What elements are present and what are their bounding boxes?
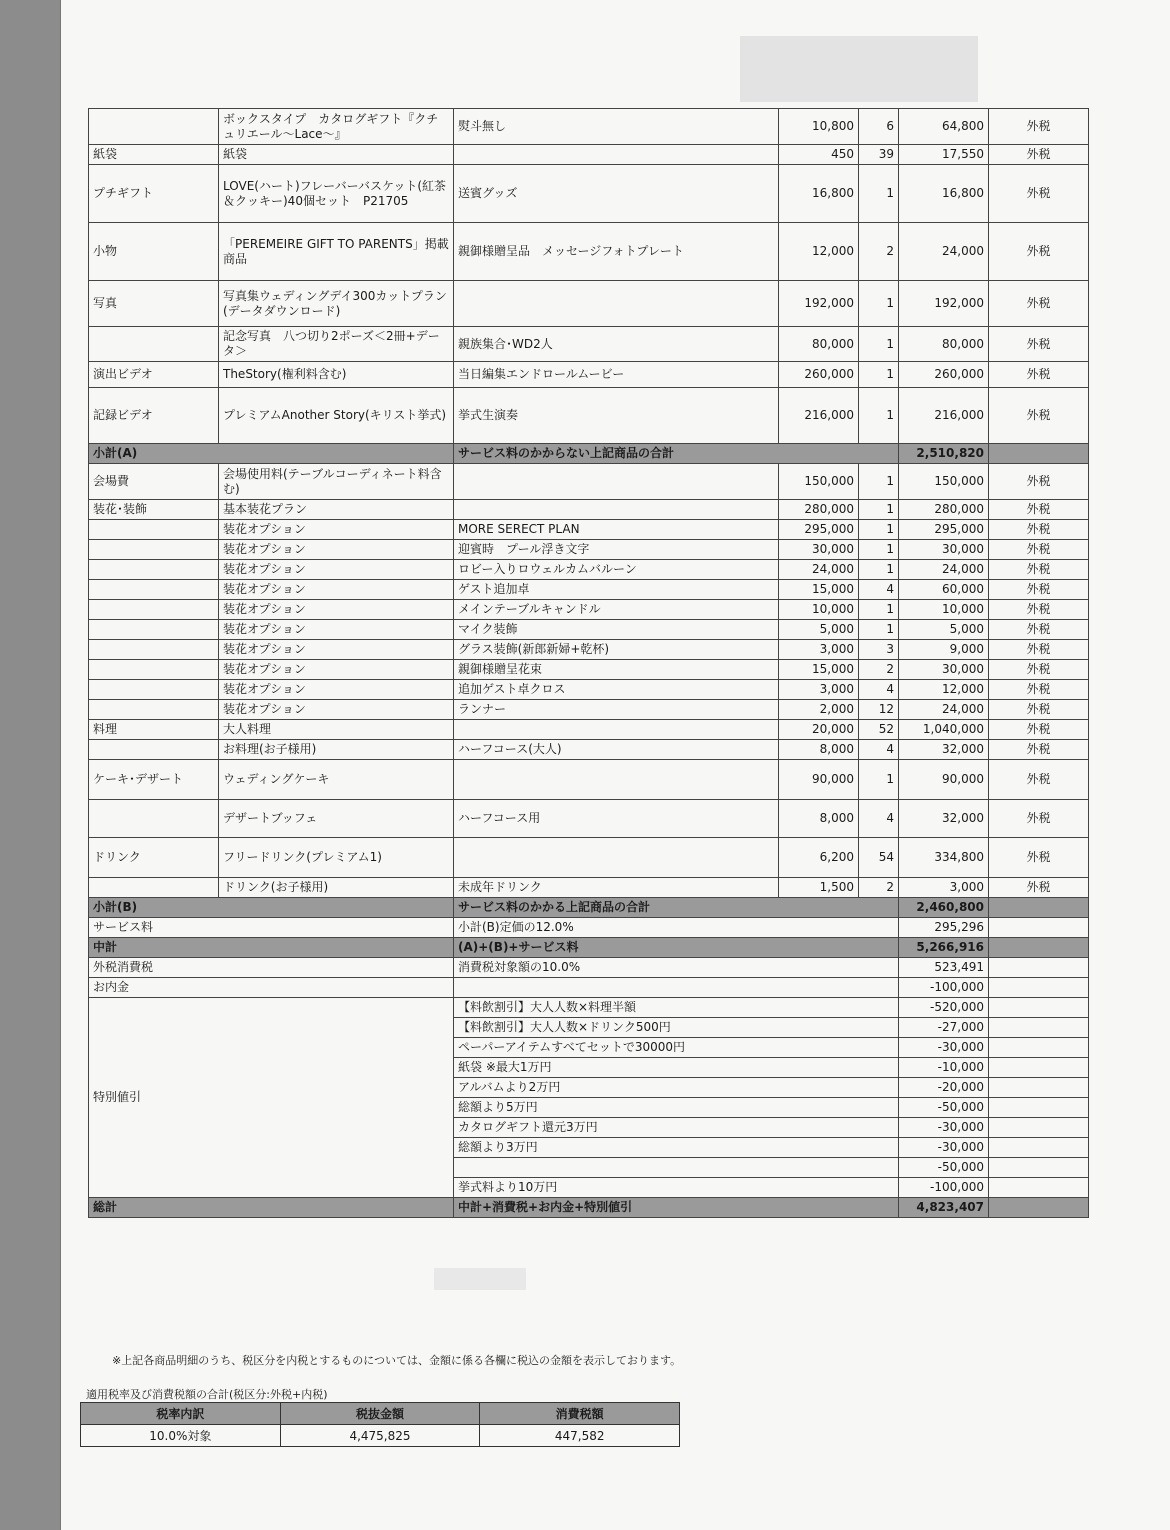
amount-cell: 30,000 — [899, 660, 989, 680]
item-name-cell: 装花オプション — [219, 580, 454, 600]
summary-amount: 5,266,916 — [899, 938, 989, 958]
item-note-cell — [454, 720, 779, 740]
blank-cell — [989, 1178, 1089, 1198]
unit-price-cell: 450 — [779, 145, 859, 165]
table-row — [89, 362, 1089, 388]
table-row — [89, 620, 1089, 640]
quantity-cell: 1 — [859, 165, 899, 223]
tax-type-cell: 外税 — [989, 165, 1089, 223]
item-name-cell: お料理(お子様用) — [219, 740, 454, 760]
item-note-cell: 親族集合･WD2人 — [454, 327, 779, 362]
total-label: 総計 — [89, 1198, 454, 1218]
discount-desc: アルバムより2万円 — [454, 1078, 899, 1098]
amount-cell: 260,000 — [899, 362, 989, 388]
item-note-cell: メインテーブルキャンドル — [454, 600, 779, 620]
item-note-cell — [454, 500, 779, 520]
category-cell: 装花･装飾 — [89, 500, 219, 520]
unit-price-cell: 15,000 — [779, 660, 859, 680]
quantity-cell: 3 — [859, 640, 899, 660]
item-name-cell: 写真集ウェディングデイ300カットプラン(データダウンロード) — [219, 281, 454, 327]
amount-cell: 16,800 — [899, 165, 989, 223]
item-name-cell: 大人料理 — [219, 720, 454, 740]
unit-price-cell: 216,000 — [779, 388, 859, 444]
tax-type-cell: 外税 — [989, 500, 1089, 520]
summary-desc: サービス料のかかる上記商品の合計 — [454, 898, 899, 918]
quantity-cell: 2 — [859, 660, 899, 680]
discount-row — [89, 998, 1089, 1018]
blank-cell — [989, 1018, 1089, 1038]
quantity-cell: 1 — [859, 540, 899, 560]
blank-cell — [989, 938, 1089, 958]
amount-cell: 10,000 — [899, 600, 989, 620]
amount-cell: 3,000 — [899, 878, 989, 898]
discount-desc: 【料飲割引】大人人数×料理半額 — [454, 998, 899, 1018]
quantity-cell: 4 — [859, 740, 899, 760]
unit-price-cell: 10,000 — [779, 600, 859, 620]
tax-type-cell: 外税 — [989, 464, 1089, 500]
summary-label: 中計 — [89, 938, 454, 958]
subtotal-desc: サービス料のかからない上記商品の合計 — [454, 444, 899, 464]
item-note-cell: 親御様贈呈花束 — [454, 660, 779, 680]
item-name-cell: 装花オプション — [219, 620, 454, 640]
tax-type-cell: 外税 — [989, 620, 1089, 640]
unit-price-cell: 2,000 — [779, 700, 859, 720]
summary-row — [89, 898, 1089, 918]
item-note-cell: 追加ゲスト卓クロス — [454, 680, 779, 700]
subtotal-a-row — [89, 444, 1089, 464]
item-note-cell — [454, 464, 779, 500]
amount-cell: 60,000 — [899, 580, 989, 600]
item-note-cell: ハーフコース用 — [454, 800, 779, 838]
item-note-cell — [454, 760, 779, 800]
tax-type-cell: 外税 — [989, 878, 1089, 898]
discount-desc: カタログギフト還元3万円 — [454, 1118, 899, 1138]
unit-price-cell: 192,000 — [779, 281, 859, 327]
amount-cell: 12,000 — [899, 680, 989, 700]
amount-cell: 24,000 — [899, 223, 989, 281]
summary-label: お内金 — [89, 978, 454, 998]
amount-cell: 280,000 — [899, 500, 989, 520]
item-name-cell: 基本装花プラン — [219, 500, 454, 520]
discount-amount: -10,000 — [899, 1058, 989, 1078]
category-cell — [89, 700, 219, 720]
category-cell: 写真 — [89, 281, 219, 327]
summary-label: 小計(B) — [89, 898, 454, 918]
table-row — [89, 500, 1089, 520]
summary-desc: 小計(B)定価の12.0% — [454, 918, 899, 938]
unit-price-cell: 6,200 — [779, 838, 859, 878]
table-row — [89, 560, 1089, 580]
tax-type-cell: 外税 — [989, 838, 1089, 878]
tax-type-cell: 外税 — [989, 580, 1089, 600]
quantity-cell: 1 — [859, 520, 899, 540]
unit-price-cell: 5,000 — [779, 620, 859, 640]
unit-price-cell: 16,800 — [779, 165, 859, 223]
blank-cell — [989, 1038, 1089, 1058]
tax-amount-value: 447,582 — [480, 1425, 680, 1447]
tax-footnote: ※上記各商品明細のうち、税区分を内税とするものについては、金額に係る各欄に税込の金額を表示しております。 — [112, 1354, 682, 1367]
item-name-cell: 装花オプション — [219, 560, 454, 580]
blank-cell — [989, 1198, 1089, 1218]
quantity-cell: 1 — [859, 388, 899, 444]
blank-cell — [989, 1118, 1089, 1138]
redacted-area — [434, 1268, 526, 1290]
tax-summary-caption: 適用税率及び消費税額の合計(税区分:外税+内税) — [86, 1388, 328, 1401]
discount-desc: 【料飲割引】大人人数×ドリンク500円 — [454, 1018, 899, 1038]
discount-label: 特別値引 — [89, 998, 454, 1198]
tax-type-cell: 外税 — [989, 640, 1089, 660]
amount-cell: 192,000 — [899, 281, 989, 327]
discount-desc: ペーパーアイテムすべてセットで30000円 — [454, 1038, 899, 1058]
tax-header-excl: 税抜金額 — [280, 1403, 480, 1425]
quantity-cell: 1 — [859, 620, 899, 640]
table-row — [89, 223, 1089, 281]
discount-amount: -100,000 — [899, 1178, 989, 1198]
amount-cell: 150,000 — [899, 464, 989, 500]
category-cell: ドリンク — [89, 838, 219, 878]
unit-price-cell: 260,000 — [779, 362, 859, 388]
estimate-table — [88, 108, 1089, 1218]
table-row — [89, 720, 1089, 740]
item-note-cell: ランナー — [454, 700, 779, 720]
unit-price-cell: 10,800 — [779, 109, 859, 145]
category-cell — [89, 640, 219, 660]
unit-price-cell: 80,000 — [779, 327, 859, 362]
tax-type-cell: 外税 — [989, 223, 1089, 281]
item-name-cell: 装花オプション — [219, 680, 454, 700]
item-name-cell: デザートブッフェ — [219, 800, 454, 838]
item-note-cell: ゲスト追加卓 — [454, 580, 779, 600]
tax-type-cell: 外税 — [989, 700, 1089, 720]
category-cell — [89, 740, 219, 760]
discount-desc — [454, 1158, 899, 1178]
item-note-cell: 迎賓時 プール浮き文字 — [454, 540, 779, 560]
table-row — [89, 760, 1089, 800]
tax-excl-value: 4,475,825 — [280, 1425, 480, 1447]
table-row — [89, 680, 1089, 700]
blank-cell — [989, 1058, 1089, 1078]
redacted-area — [740, 36, 978, 102]
tax-type-cell: 外税 — [989, 327, 1089, 362]
unit-price-cell: 295,000 — [779, 520, 859, 540]
tax-type-cell: 外税 — [989, 600, 1089, 620]
summary-amount: 295,296 — [899, 918, 989, 938]
table-row — [89, 800, 1089, 838]
item-note-cell: 熨斗無し — [454, 109, 779, 145]
summary-desc — [454, 978, 899, 998]
summary-amount: 523,491 — [899, 958, 989, 978]
blank-cell — [989, 918, 1089, 938]
discount-amount: -50,000 — [899, 1158, 989, 1178]
blank-cell — [989, 978, 1089, 998]
discount-amount: -520,000 — [899, 998, 989, 1018]
tax-type-cell: 外税 — [989, 540, 1089, 560]
item-note-cell: 当日編集エンドロールムービー — [454, 362, 779, 388]
tax-rate-value: 10.0%対象 — [81, 1425, 281, 1447]
table-row — [89, 740, 1089, 760]
blank-cell — [989, 1098, 1089, 1118]
quantity-cell: 52 — [859, 720, 899, 740]
amount-cell: 216,000 — [899, 388, 989, 444]
amount-cell: 1,040,000 — [899, 720, 989, 740]
summary-row — [89, 938, 1089, 958]
discount-amount: -50,000 — [899, 1098, 989, 1118]
quantity-cell: 2 — [859, 878, 899, 898]
item-name-cell: 装花オプション — [219, 600, 454, 620]
quantity-cell: 1 — [859, 760, 899, 800]
blank-cell — [989, 1158, 1089, 1178]
summary-row — [89, 978, 1089, 998]
table-row — [89, 540, 1089, 560]
tax-type-cell: 外税 — [989, 109, 1089, 145]
discount-amount: -30,000 — [899, 1118, 989, 1138]
grand-total-row — [89, 1198, 1089, 1218]
tax-header-tax: 消費税額 — [480, 1403, 680, 1425]
item-name-cell: プレミアムAnother Story(キリスト挙式) — [219, 388, 454, 444]
quantity-cell: 4 — [859, 800, 899, 838]
item-note-cell: 親御様贈呈品 メッセージフォトプレート — [454, 223, 779, 281]
category-cell — [89, 800, 219, 838]
tax-type-cell: 外税 — [989, 145, 1089, 165]
blank-cell — [989, 444, 1089, 464]
discount-amount: -27,000 — [899, 1018, 989, 1038]
quantity-cell: 1 — [859, 600, 899, 620]
blank-cell — [989, 998, 1089, 1018]
unit-price-cell: 20,000 — [779, 720, 859, 740]
amount-cell: 295,000 — [899, 520, 989, 540]
quantity-cell: 54 — [859, 838, 899, 878]
unit-price-cell: 15,000 — [779, 580, 859, 600]
tax-type-cell: 外税 — [989, 560, 1089, 580]
category-cell — [89, 109, 219, 145]
table-row — [89, 281, 1089, 327]
amount-cell: 24,000 — [899, 560, 989, 580]
discount-desc: 総額より3万円 — [454, 1138, 899, 1158]
quantity-cell: 1 — [859, 362, 899, 388]
category-cell: 紙袋 — [89, 145, 219, 165]
amount-cell: 334,800 — [899, 838, 989, 878]
tax-type-cell: 外税 — [989, 720, 1089, 740]
blank-cell — [989, 1078, 1089, 1098]
quantity-cell: 1 — [859, 500, 899, 520]
summary-desc: 消費税対象額の10.0% — [454, 958, 899, 978]
quantity-cell: 4 — [859, 680, 899, 700]
summary-label: サービス料 — [89, 918, 454, 938]
quantity-cell: 2 — [859, 223, 899, 281]
quantity-cell: 12 — [859, 700, 899, 720]
discount-amount: -30,000 — [899, 1138, 989, 1158]
discount-amount: -20,000 — [899, 1078, 989, 1098]
tax-summary-table — [80, 1402, 680, 1447]
unit-price-cell: 90,000 — [779, 760, 859, 800]
category-cell — [89, 560, 219, 580]
table-row — [89, 640, 1089, 660]
category-cell: 料理 — [89, 720, 219, 740]
table-row — [89, 600, 1089, 620]
item-name-cell: フリードリンク(プレミアム1) — [219, 838, 454, 878]
total-amount: 4,823,407 — [899, 1198, 989, 1218]
item-note-cell: ロビー入りロウェルカムバルーン — [454, 560, 779, 580]
amount-cell: 90,000 — [899, 760, 989, 800]
item-name-cell: 会場使用料(テーブルコーディネート料含む) — [219, 464, 454, 500]
quantity-cell: 1 — [859, 281, 899, 327]
table-row — [89, 165, 1089, 223]
item-note-cell — [454, 838, 779, 878]
discount-desc: 挙式料より10万円 — [454, 1178, 899, 1198]
table-row — [89, 838, 1089, 878]
tax-type-cell: 外税 — [989, 362, 1089, 388]
quantity-cell: 6 — [859, 109, 899, 145]
item-note-cell: マイク装飾 — [454, 620, 779, 640]
item-note-cell: 挙式生演奏 — [454, 388, 779, 444]
amount-cell: 80,000 — [899, 327, 989, 362]
category-cell — [89, 327, 219, 362]
item-name-cell: ドリンク(お子様用) — [219, 878, 454, 898]
summary-row — [89, 958, 1089, 978]
summary-amount: -100,000 — [899, 978, 989, 998]
unit-price-cell: 8,000 — [779, 800, 859, 838]
quantity-cell: 39 — [859, 145, 899, 165]
quantity-cell: 4 — [859, 580, 899, 600]
summary-label: 外税消費税 — [89, 958, 454, 978]
item-name-cell: 装花オプション — [219, 700, 454, 720]
unit-price-cell: 150,000 — [779, 464, 859, 500]
item-name-cell: 「PEREMEIRE GIFT TO PARENTS」掲載商品 — [219, 223, 454, 281]
unit-price-cell: 3,000 — [779, 680, 859, 700]
subtotal-label: 小計(A) — [89, 444, 454, 464]
item-name-cell: 記念写真 八つ切り2ポーズ＜2冊+データ＞ — [219, 327, 454, 362]
amount-cell: 5,000 — [899, 620, 989, 640]
item-name-cell: 装花オプション — [219, 540, 454, 560]
amount-cell: 32,000 — [899, 800, 989, 838]
category-cell — [89, 660, 219, 680]
category-cell: 記録ビデオ — [89, 388, 219, 444]
category-cell: 小物 — [89, 223, 219, 281]
table-row — [89, 520, 1089, 540]
tax-type-cell: 外税 — [989, 680, 1089, 700]
quantity-cell: 1 — [859, 560, 899, 580]
item-note-cell: ハーフコース(大人) — [454, 740, 779, 760]
amount-cell: 32,000 — [899, 740, 989, 760]
item-name-cell: ウェディングケーキ — [219, 760, 454, 800]
item-name-cell: 装花オプション — [219, 660, 454, 680]
amount-cell: 30,000 — [899, 540, 989, 560]
item-note-cell: 送賓グッズ — [454, 165, 779, 223]
item-note-cell — [454, 281, 779, 327]
table-row — [89, 580, 1089, 600]
table-row — [89, 145, 1089, 165]
amount-cell: 17,550 — [899, 145, 989, 165]
blank-cell — [989, 1138, 1089, 1158]
table-row — [89, 700, 1089, 720]
table-row — [89, 388, 1089, 444]
table-row — [89, 109, 1089, 145]
summary-row — [89, 918, 1089, 938]
item-name-cell: 紙袋 — [219, 145, 454, 165]
item-name-cell: 装花オプション — [219, 520, 454, 540]
tax-type-cell: 外税 — [989, 281, 1089, 327]
category-cell: 演出ビデオ — [89, 362, 219, 388]
tax-type-cell: 外税 — [989, 520, 1089, 540]
tax-type-cell: 外税 — [989, 760, 1089, 800]
item-name-cell: ボックスタイプ カタログギフト『クチュリエール〜Lace〜』 — [219, 109, 454, 145]
tax-type-cell: 外税 — [989, 740, 1089, 760]
unit-price-cell: 24,000 — [779, 560, 859, 580]
subtotal-amount: 2,510,820 — [899, 444, 989, 464]
item-note-cell: グラス装飾(新郎新婦+乾杯) — [454, 640, 779, 660]
amount-cell: 9,000 — [899, 640, 989, 660]
unit-price-cell: 8,000 — [779, 740, 859, 760]
unit-price-cell: 1,500 — [779, 878, 859, 898]
category-cell — [89, 600, 219, 620]
category-cell: ケーキ･デザート — [89, 760, 219, 800]
category-cell: プチギフト — [89, 165, 219, 223]
tax-header-rate: 税率内訳 — [81, 1403, 281, 1425]
item-name-cell: TheStory(権利料含む) — [219, 362, 454, 388]
tax-type-cell: 外税 — [989, 800, 1089, 838]
item-note-cell — [454, 145, 779, 165]
unit-price-cell: 3,000 — [779, 640, 859, 660]
item-note-cell: MORE SERECT PLAN — [454, 520, 779, 540]
amount-cell: 64,800 — [899, 109, 989, 145]
category-cell — [89, 680, 219, 700]
tax-type-cell: 外税 — [989, 388, 1089, 444]
discount-desc: 紙袋 ※最大1万円 — [454, 1058, 899, 1078]
item-note-cell: 未成年ドリンク — [454, 878, 779, 898]
unit-price-cell: 30,000 — [779, 540, 859, 560]
blank-cell — [989, 958, 1089, 978]
total-desc: 中計+消費税+お内金+特別値引 — [454, 1198, 899, 1218]
tax-type-cell: 外税 — [989, 660, 1089, 680]
discount-desc: 総額より5万円 — [454, 1098, 899, 1118]
quantity-cell: 1 — [859, 464, 899, 500]
category-cell — [89, 620, 219, 640]
category-cell: 会場費 — [89, 464, 219, 500]
quantity-cell: 1 — [859, 327, 899, 362]
table-row — [89, 660, 1089, 680]
amount-cell: 24,000 — [899, 700, 989, 720]
table-row — [89, 464, 1089, 500]
category-cell — [89, 540, 219, 560]
summary-desc: (A)+(B)+サービス料 — [454, 938, 899, 958]
discount-amount: -30,000 — [899, 1038, 989, 1058]
table-row — [89, 878, 1089, 898]
summary-amount: 2,460,800 — [899, 898, 989, 918]
category-cell — [89, 520, 219, 540]
unit-price-cell: 280,000 — [779, 500, 859, 520]
item-name-cell: 装花オプション — [219, 640, 454, 660]
blank-cell — [989, 898, 1089, 918]
category-cell — [89, 878, 219, 898]
unit-price-cell: 12,000 — [779, 223, 859, 281]
category-cell — [89, 580, 219, 600]
item-name-cell: LOVE(ハート)フレーバーバスケット(紅茶＆クッキー)40個セット P21705 — [219, 165, 454, 223]
table-row — [89, 327, 1089, 362]
